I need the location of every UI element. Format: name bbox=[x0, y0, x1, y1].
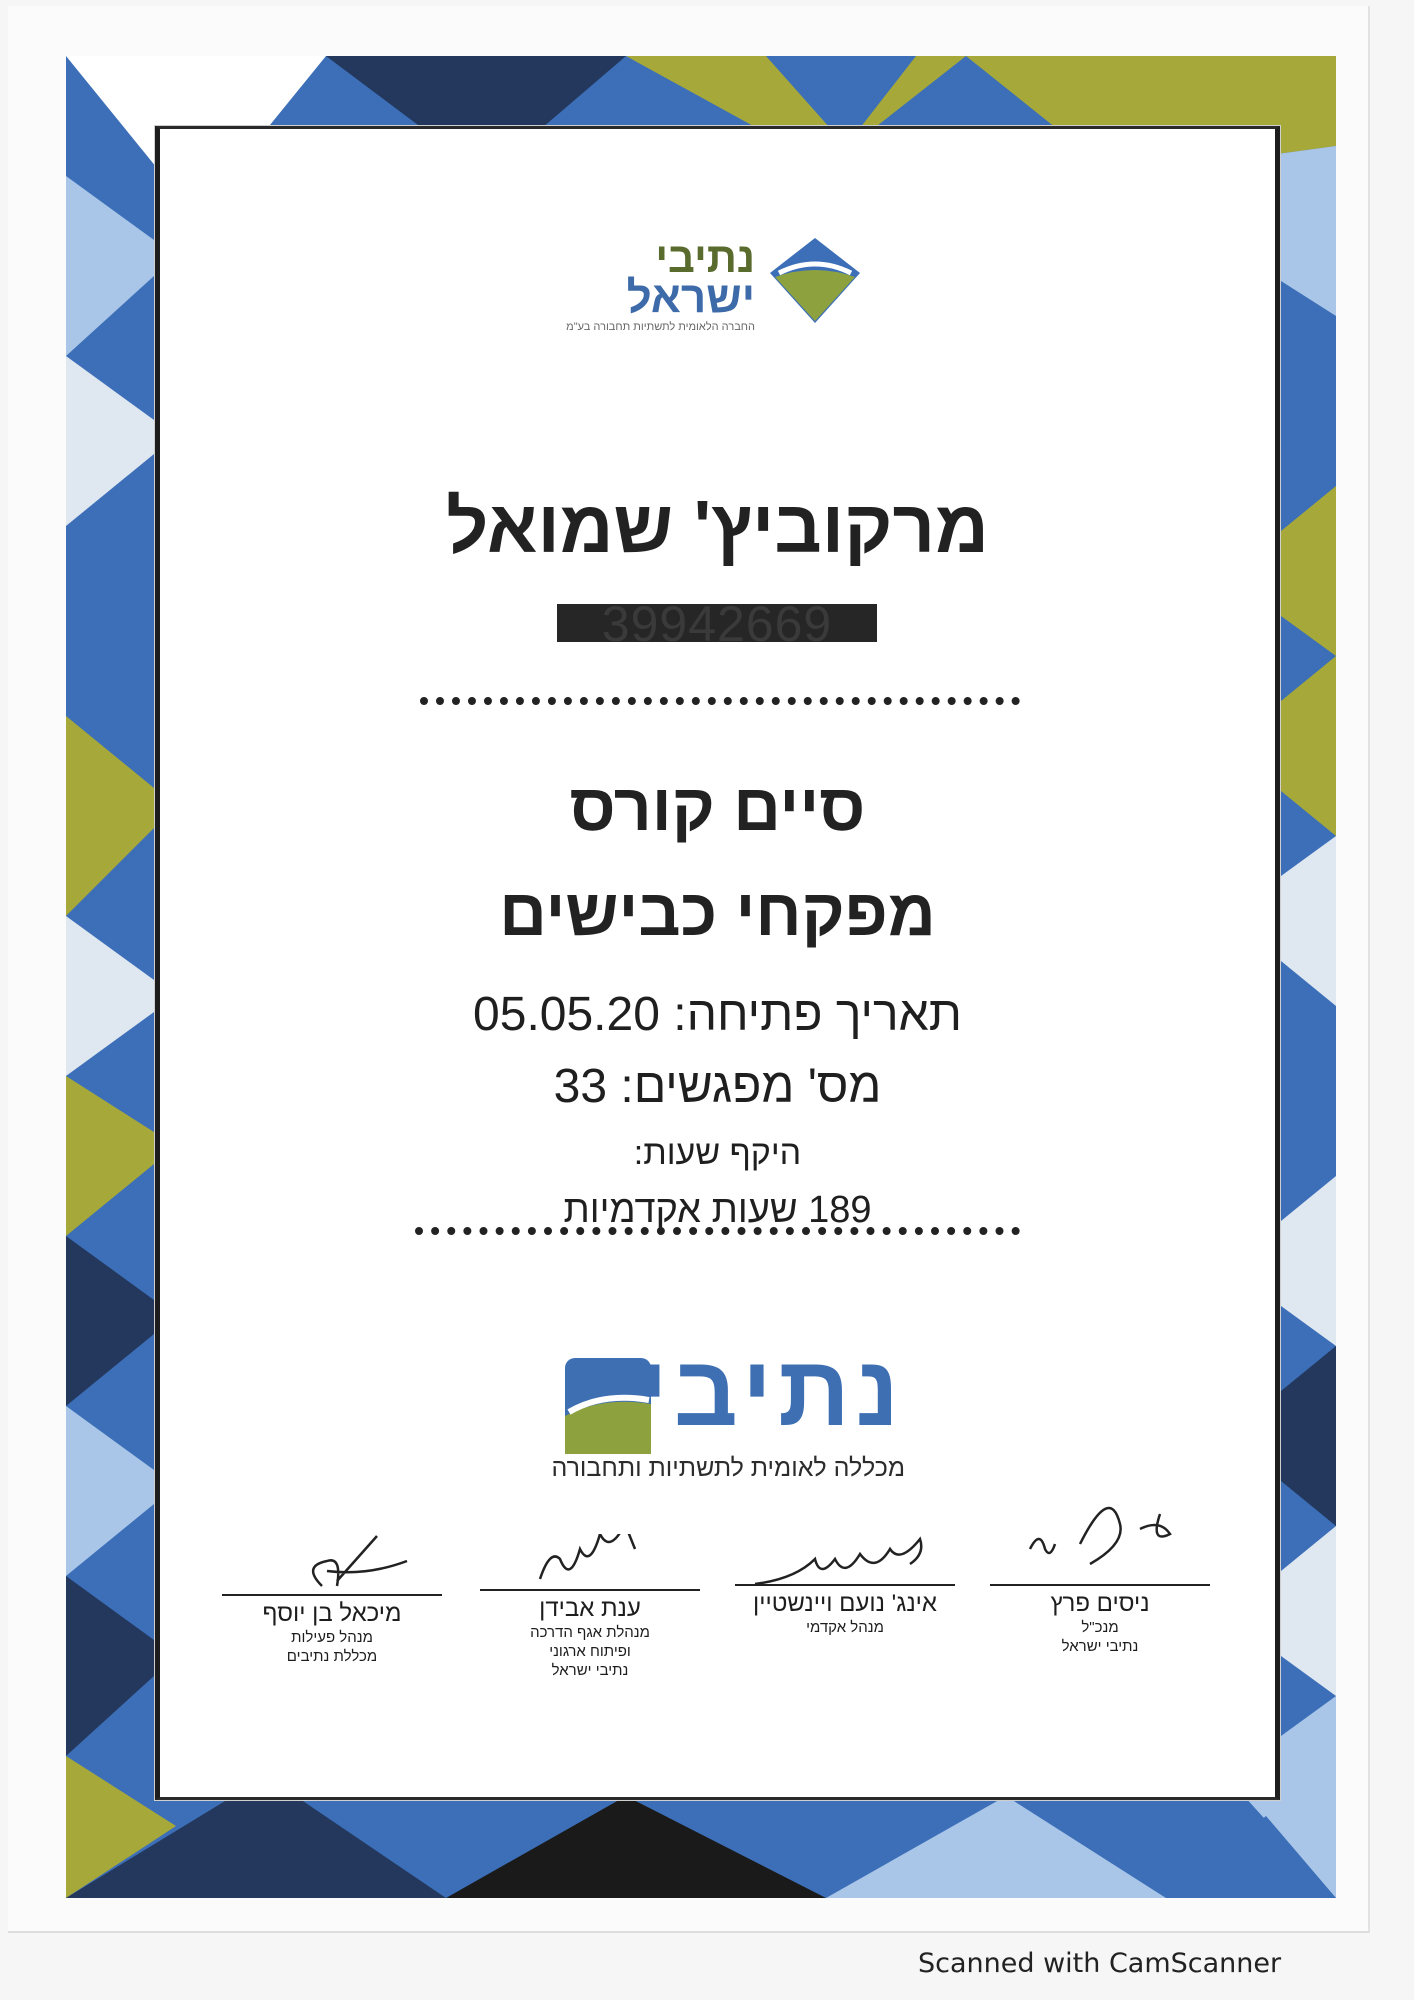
signer-role: מנכ"ל bbox=[1081, 1619, 1119, 1636]
signer-role: מנהל אקדמי bbox=[806, 1619, 884, 1636]
signature-block-1 bbox=[990, 1584, 1210, 1656]
signer-name: מיכאל בן יוסף bbox=[262, 1600, 402, 1627]
logo-line2: ישראל bbox=[626, 273, 755, 322]
signer-role: מנהלת אגף הדרכה bbox=[530, 1624, 650, 1641]
signer-name: אינג' נועם ויינשטיין bbox=[753, 1590, 937, 1617]
netivei-israel-logo bbox=[555, 229, 865, 339]
hours-value: 189 שעות אקדמיות bbox=[563, 1189, 872, 1231]
logo-line1: נתיבי bbox=[655, 234, 755, 281]
camscanner-watermark: Scanned with CamScanner bbox=[918, 1948, 1282, 1979]
meetings-count: מס' מפגשים: 33 bbox=[553, 1060, 882, 1113]
dotted-divider-bottom bbox=[415, 1227, 1020, 1235]
signer-role: ופיתוח ארגוני bbox=[549, 1643, 631, 1660]
recipient-id: 39942669 bbox=[601, 596, 833, 652]
signature-block-2 bbox=[735, 1584, 955, 1637]
handwritten-signature-3 bbox=[480, 1534, 700, 1594]
signer-role: מנהל פעילות bbox=[291, 1629, 373, 1646]
opening-date: תאריך פתיחה: 05.05.20 bbox=[473, 988, 962, 1041]
course-title: מפקחי כבישים bbox=[499, 875, 936, 949]
signer-name: ענת אבידן bbox=[539, 1595, 641, 1622]
road-emblem-icon bbox=[765, 233, 865, 328]
college-tagline: מכללה לאומית לתשתיות ותחבורה bbox=[551, 1454, 905, 1482]
dotted-divider-top bbox=[420, 697, 1020, 705]
signer-role: נתיבי ישראל bbox=[1061, 1638, 1139, 1655]
college-wordmark: נתיבי bbox=[637, 1335, 905, 1447]
certificate-card bbox=[155, 126, 1280, 1800]
netivim-college-logo bbox=[551, 1335, 905, 1494]
signer-role: נתיבי ישראל bbox=[551, 1662, 629, 1679]
course-heading: סיים קורס bbox=[569, 770, 866, 844]
signature-block-3 bbox=[480, 1589, 700, 1680]
signature-block-4 bbox=[222, 1594, 442, 1666]
handwritten-signature-1 bbox=[990, 1489, 1210, 1579]
handwritten-signature-2 bbox=[735, 1534, 955, 1594]
signer-name: ניסים פרץ bbox=[1050, 1590, 1150, 1617]
recipient-name: מרקוביץ' שמואל bbox=[446, 485, 989, 568]
handwritten-signature-4 bbox=[222, 1526, 442, 1596]
signer-role: מכללת נתיבים bbox=[286, 1648, 378, 1665]
logo-tagline: החברה הלאומית לתשתיות תחבורה בע"מ bbox=[566, 321, 755, 333]
hours-label: היקף שעות: bbox=[633, 1134, 802, 1172]
